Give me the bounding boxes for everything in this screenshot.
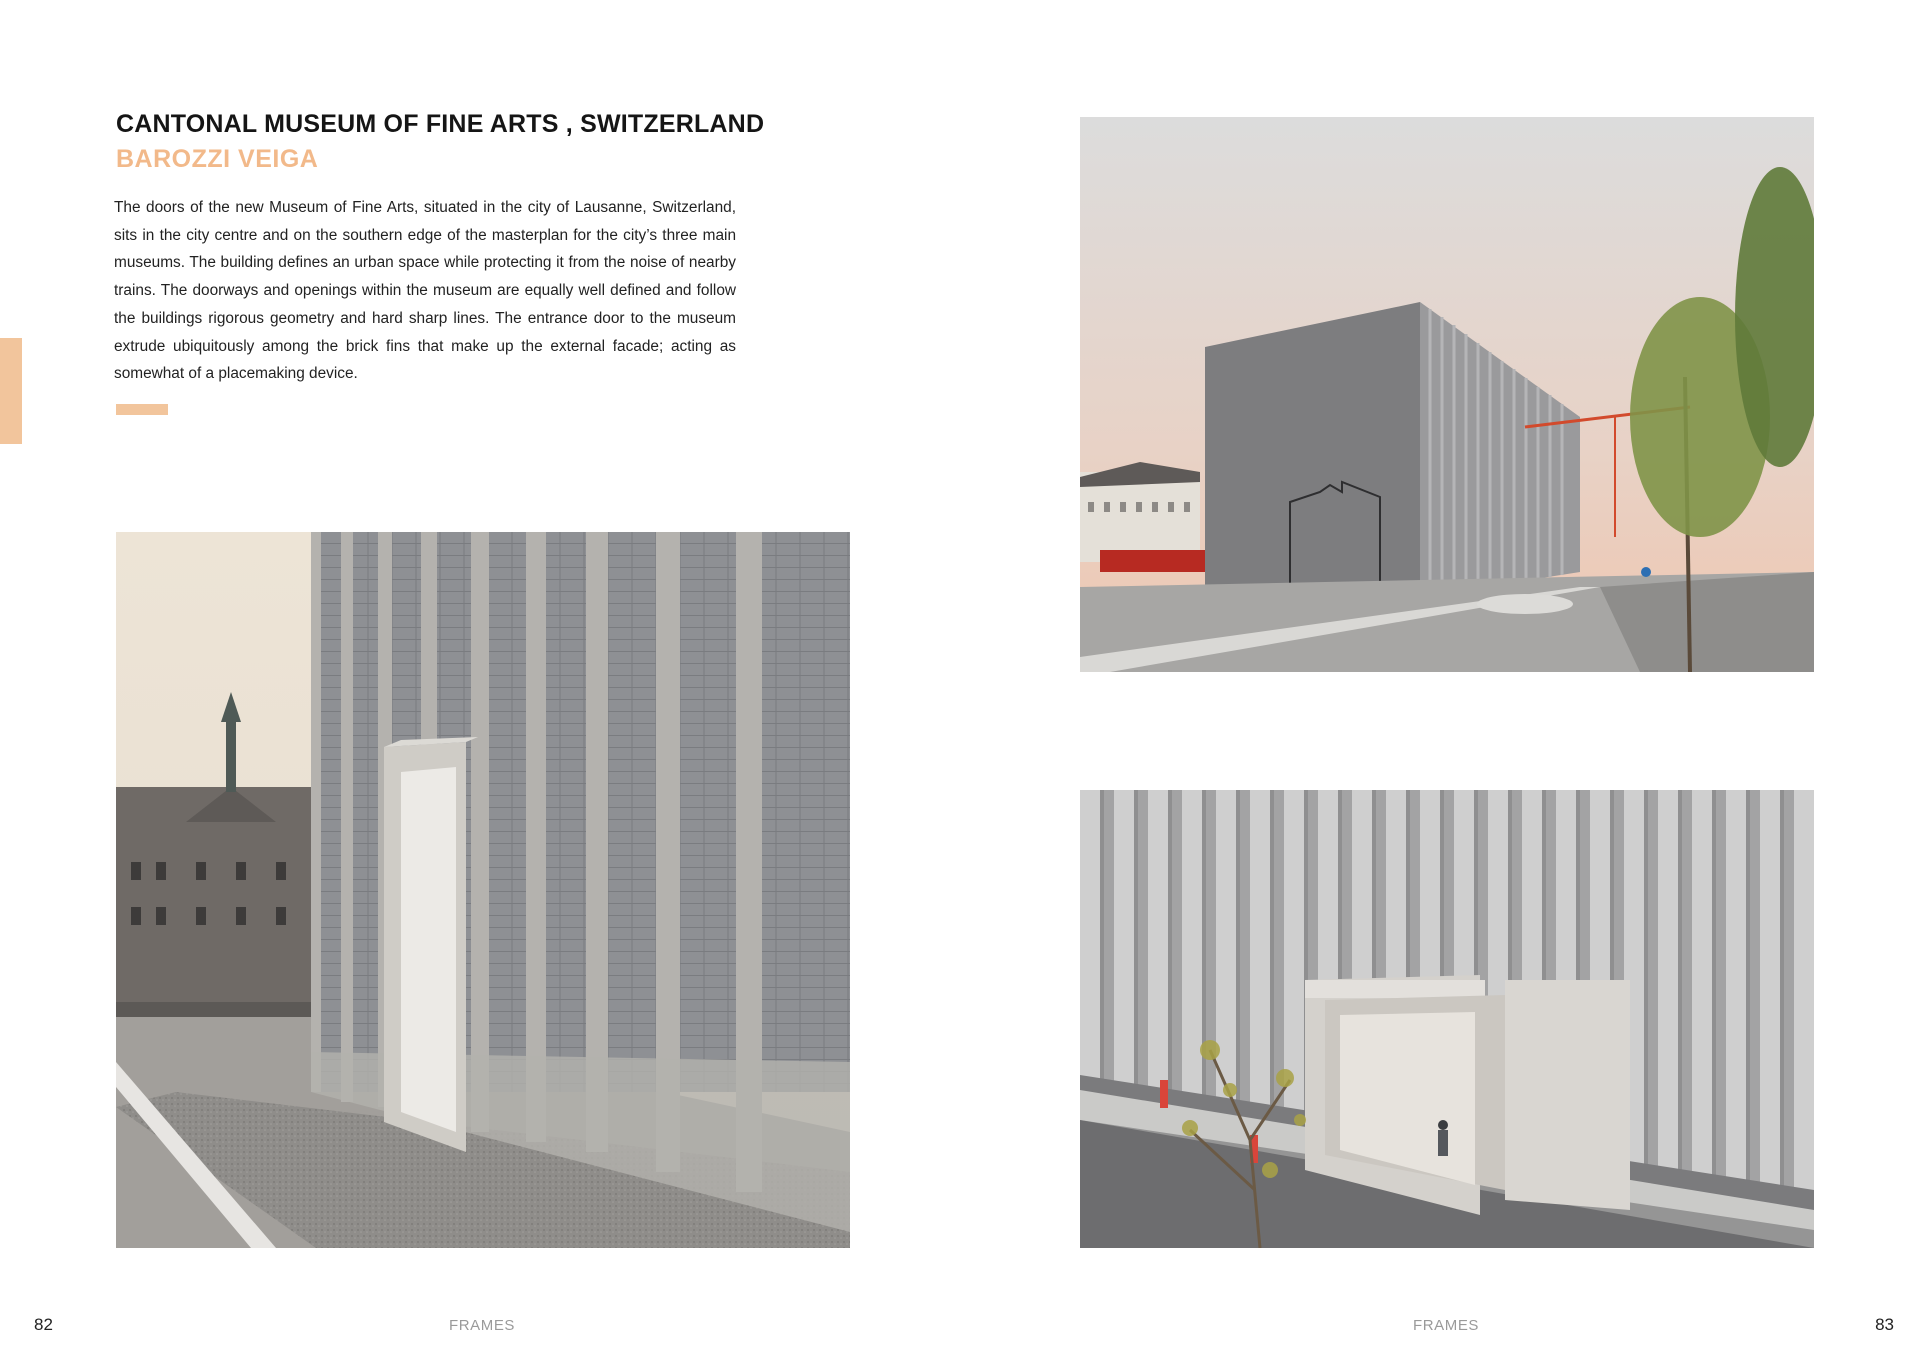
photo-brick-fins-entrance xyxy=(116,532,850,1248)
architect-name: BAROZZI VEIGA xyxy=(116,145,319,173)
running-head-right: FRAMES xyxy=(1412,1317,1480,1334)
article-title: CANTONAL MUSEUM OF FINE ARTS , SWITZERLAND xyxy=(116,110,765,138)
photo-museum-exterior-dusk xyxy=(1080,117,1814,672)
photo-concrete-portal xyxy=(1080,790,1814,1248)
page-number-right: 83 xyxy=(1875,1315,1894,1334)
running-head-left: FRAMES xyxy=(448,1317,516,1334)
page-number-left: 82 xyxy=(34,1315,53,1334)
article-body: The doors of the new Museum of Fine Arts, situated in the city of Lausanne, Switzerland, sits in the city centre and on the southern edge of the masterplan for the city’s three main museums. The building defines an urban space while protecting it from the noise of nearby trains. The doorways and openings within the museum are equally well defined and follow the buildings rigorous geometry and hard sharp lines. The entrance door to the museum extrude ubiquitously among the brick fins that make up the external facade; acting as somewhat of a placemaking device. xyxy=(114,199,736,383)
accent-bar xyxy=(116,404,168,415)
side-tab-marker xyxy=(0,338,22,444)
